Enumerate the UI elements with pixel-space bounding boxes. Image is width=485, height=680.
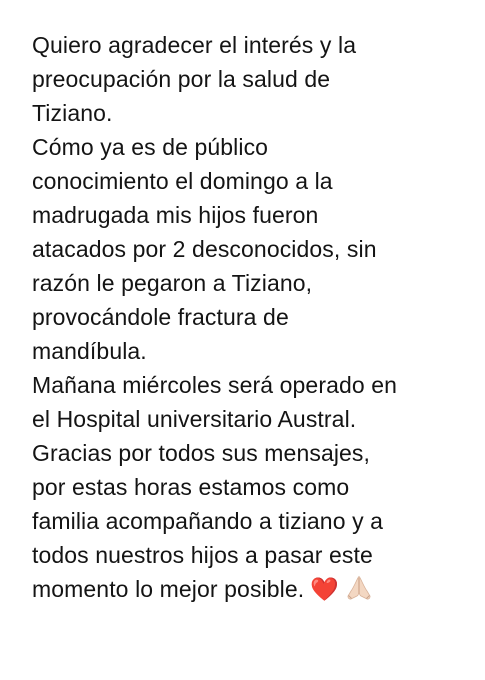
- note-line-17: [32, 572, 472, 606]
- note-line-12: el Hospital universitario Austral.: [32, 406, 357, 432]
- note-line-5: conocimiento el domingo a la: [32, 168, 333, 194]
- note-line-10: mandíbula.: [32, 338, 147, 364]
- note-line-7: atacados por 2 desconocidos, sin: [32, 236, 377, 262]
- note-text-body: [32, 28, 472, 606]
- note-line-17-text: momento lo mejor posible.: [32, 576, 305, 602]
- note-line-11: Mañana miércoles será operado en: [32, 372, 398, 398]
- note-line-6: madrugada mis hijos fueron: [32, 202, 319, 228]
- note-line-14: por estas horas estamos como: [32, 474, 350, 500]
- note-line-1: Quiero agradecer el interés y la: [32, 32, 357, 58]
- note-line-8: razón le pegaron a Tiziano,: [32, 270, 313, 296]
- folded-hands-icon: [345, 575, 373, 601]
- note-line-15: familia acompañando a tiziano y a: [32, 508, 384, 534]
- note-line-2: preocupación por la salud de: [32, 66, 331, 92]
- red-heart-icon: ❤️: [310, 577, 339, 603]
- note-line-3: Tiziano.: [32, 100, 113, 126]
- note-line-4: Cómo ya es de público: [32, 134, 269, 160]
- note-line-9: provocándole fractura de: [32, 304, 289, 330]
- note-line-13: Gracias por todos sus mensajes,: [32, 440, 371, 466]
- note-line-16: todos nuestros hijos a pasar este: [32, 542, 373, 568]
